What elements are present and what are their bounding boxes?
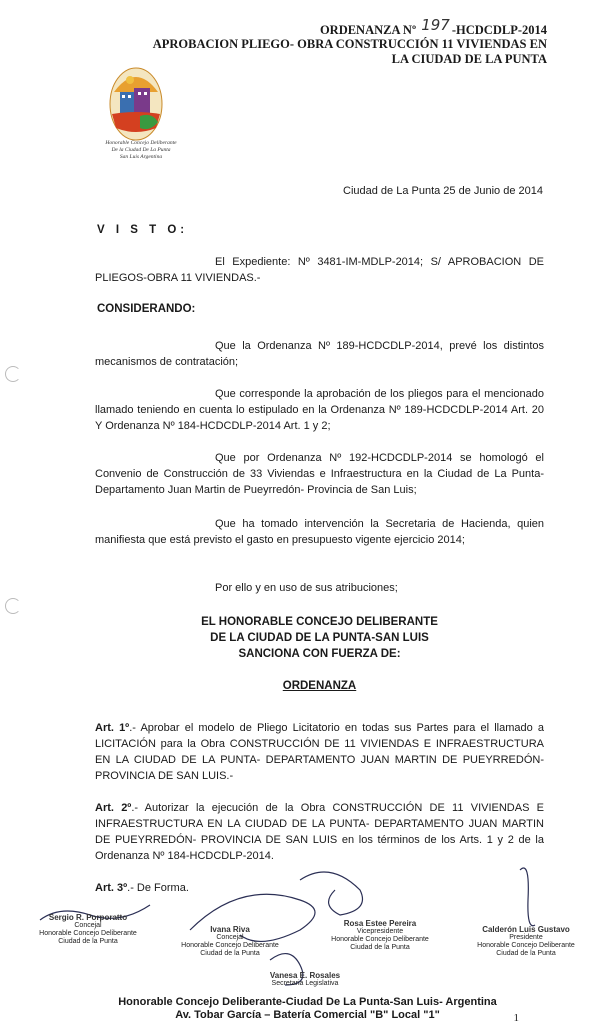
considerando-paragraph-4: Que ha tomado intervención la Secretaria de Hacienda, quien manifiesta que está previsto el gasto en presupuesto vigente ejercicio 2014; (95, 518, 544, 546)
signature-riva: Ivana Riva Concejal Honorable Concejo Deliberante Ciudad de la Punta (181, 925, 279, 957)
sanciona-block: EL HONORABLE CONCEJO DELIBERANTE DE LA CIUDAD DE LA PUNTA-SAN LUIS SANCIONA CON FUERZA DE: (201, 616, 438, 660)
page-number: 1 (513, 1012, 519, 1024)
visto-heading: V I S T O: (97, 224, 189, 236)
footer-address: Honorable Concejo Deliberante-Ciudad De La Punta-San Luis- Argentina Av. Tobar García – Batería Comercial "B" Local "1" (118, 996, 497, 1021)
considerando-paragraph-3: Que por Ordenanza Nº 192-HCDCDLP-2014 se homologó el Convenio de Construcción de 33 Viviendas e Infraestructura en la Ciudad de La Punta- Departamento Juan Martin de Pueyrredón- Provincia de San Luis; (95, 452, 544, 496)
ordinance-number-heading: ORDENANZA Nº 197 -HCDCDLP-2014 (319, 16, 547, 37)
considerando-paragraph-2: Que corresponde la aprobación de los pliegos para el mencionado llamado teniendo en cuenta lo estipulado en la Ordenanza Nº 189-HCDCDLP-2014 Art. 20 Y Ordenanza Nº 184-HCDCDLP-2014 Art. 1 y 2; (95, 388, 544, 432)
article-2: Art. 2º.- Autorizar la ejecución de la Obra CONSTRUCCIÓN DE 11 VIVIENDAS E INFRAESTRUCTURA EN LA CIUDAD DE LA PUNTA- DEPARTAMENTO JUAN MARTIN DE PUEYRREDÓN- PROVINCIA DE SAN LUIS en los términos de los Arts. 1 y 2 de la Ordenanza Nº 184-HCDCDLP-2014. (95, 802, 544, 862)
logo-caption: Honorable Concejo Deliberante De la Ciudad De La Punta San Luis Argentina (105, 140, 177, 160)
article-1: Art. 1º.- Aprobar el modelo de Pliego Licitatorio en todas sus Partes para el llamado a LICITACIÓN para la Obra CONSTRUCCIÓN DE 11 VIVIENDAS E INFRAESTRUCTURA EN LA CIUDAD DE LA PUNTA- DEPARTAMENTO JUAN MARTIN DE PUEYRREDÓN- PROVINCIA DE SAN LUIS.- (95, 722, 544, 782)
handwritten-ordinance-number: 197 (421, 16, 450, 34)
signature-calderon: Calderón Luis Gustavo Presidente Honorable Concejo Deliberante Ciudad de la Punta (477, 925, 575, 957)
document-date: Ciudad de La Punta 25 de Junio de 2014 (343, 185, 543, 197)
ordenanza-title: ORDENANZA (282, 680, 357, 692)
signature-rosales: Vanesa E. Rosales Secretaria Legislativa (269, 971, 341, 987)
article-3: Art. 3º.- De Forma. (95, 882, 189, 894)
visto-text: El Expediente: Nº 3481-IM-MDLP-2014; S/ APROBACION DE PLIEGOS-OBRA 11 VIVIENDAS.- (95, 256, 544, 284)
considerando-paragraph-5: Por ello y en uso de sus atribuciones; (215, 582, 398, 594)
signature-pereira: Rosa Estee Pereira Vicepresidente Honorable Concejo Deliberante Ciudad de la Punta (331, 919, 429, 951)
considerando-paragraph-1: Que la Ordenanza Nº 189-HCDCDLP-2014, prevé los distintos mecanismos de contratación; (95, 340, 544, 368)
considerando-heading: CONSIDERANDO: (97, 303, 196, 315)
signature-porporatto: Sergio R. Porporatto Concejal Honorable Concejo Deliberante Ciudad de la Punta (39, 913, 137, 945)
ordinance-subject-heading: APROBACION PLIEGO- OBRA CONSTRUCCIÓN 11 VIVIENDAS EN LA CIUDAD DE LA PUNTA (152, 37, 547, 66)
